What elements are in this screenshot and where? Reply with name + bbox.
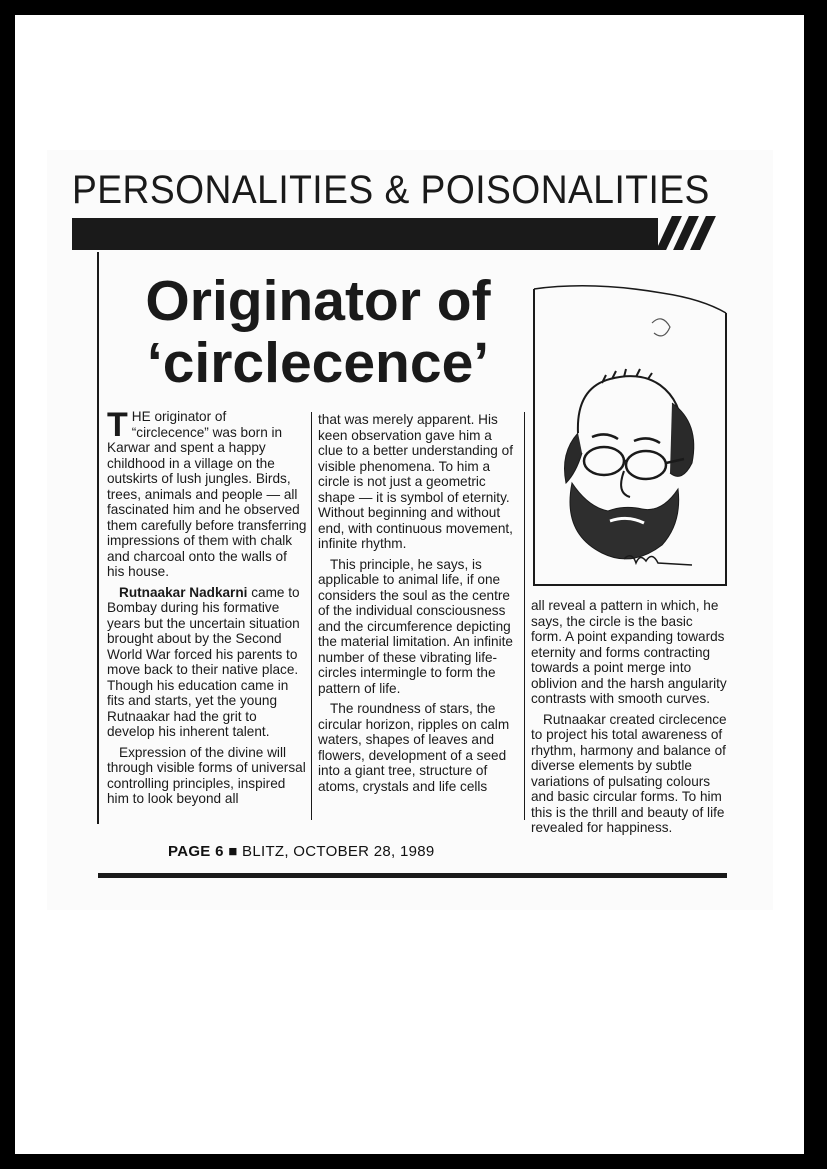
article-column-2 xyxy=(318,412,516,799)
paragraph xyxy=(107,406,307,580)
paragraph: The roundness of stars, the circular horizon, ripples on calm waters, shapes of leaves and flowers, development of a seed into a giant tree, structure of atoms, crystals and life cells xyxy=(318,701,510,794)
page-number: PAGE 6 xyxy=(168,843,224,860)
paragraph-text: came to Bombay during his formative years but the uncertain situation brought about by the Second World War forced his parents to move back to their native place. Though his education came in fits and starts, yet the young Rutnaakar had the grit to develop his inherent talent. xyxy=(107,584,300,739)
left-border-rule xyxy=(97,252,99,824)
paragraph: This principle, he says, is applicable to animal life, if one considers the soul as the centre of the individual consciousness and the circumference depicting the material limitation. An infinite number of these vibrating life-circles intermingle to form the pattern of life. xyxy=(318,556,513,696)
section-title: PERSONALITIES & POISONALITIES xyxy=(72,168,710,212)
bottom-rule xyxy=(98,873,727,878)
column-divider xyxy=(524,412,525,820)
column-divider xyxy=(311,412,312,820)
article-column-1 xyxy=(107,406,307,812)
paragraph: that was merely apparent. His keen observation gave him a clue to a better understanding of visible phenomena. To him a circle is not just a geometric shape — it is symbol of eternity. Without beginning and without end, with continuous movement, infinite rhythm. xyxy=(318,412,513,551)
headline-line-2: ‘circlecence’ xyxy=(146,331,490,395)
section-rule-bar xyxy=(72,218,658,250)
caricature-drawing xyxy=(532,283,728,593)
paragraph xyxy=(107,585,307,740)
publication-date: BLITZ, OCTOBER 28, 1989 xyxy=(242,843,435,860)
caricature-illustration xyxy=(532,283,728,593)
name-highlight: Rutnaakar Nadkarni xyxy=(119,584,248,600)
footer-separator: ■ xyxy=(228,843,238,860)
headline xyxy=(108,270,528,394)
article-column-3 xyxy=(531,598,727,841)
paragraph: all reveal a pattern in which, he says, the circle is the basic form. A point expanding towards eternity and forms contracting towards a point merge into oblivion and the harsh angularity contrasts with smooth curves. xyxy=(531,598,727,706)
paragraph: Expression of the divine will through visible forms of universal controlling principles, inspired him to look beyond all xyxy=(107,744,306,806)
drop-cap: T xyxy=(107,406,128,444)
page-footer xyxy=(168,843,435,860)
paragraph: Rutnaakar created circlecence to project his total awareness of rhythm, harmony and balance of diverse elements by subtle variations of pulsating colours and basic circular forms. To him this is the thrill and beauty of life revealed for happiness. xyxy=(531,711,727,835)
headline-line-1: Originator of xyxy=(145,269,491,333)
paragraph-text: HE originator of “circlecence” was born in Karwar and spent a happy childhood in a village on the outskirts of lush jungles. Birds, trees, animals and people — all fascinated him and he observed them carefully before transferring impressions of them with chalk and charcoal onto the walls of his house. xyxy=(107,409,307,579)
